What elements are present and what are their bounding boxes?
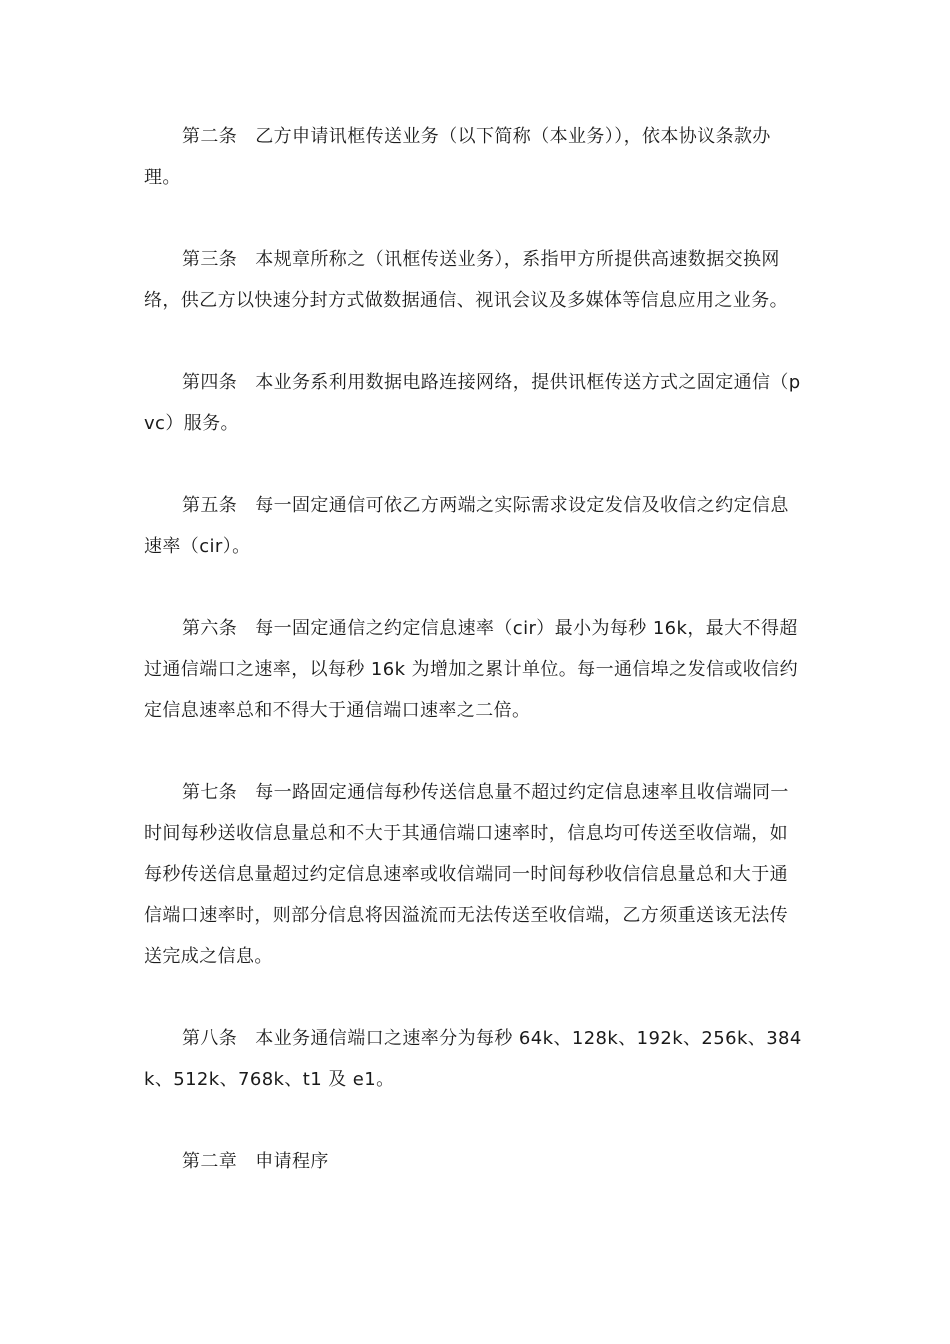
document-body [144,116,806,1182]
article-8 [144,1018,806,1100]
article-text: 乙方申请讯框传送业务（以下简称（本业务）），依本协议条款办理。 [144,126,771,188]
chapter-heading [144,1141,806,1182]
article-text: 本业务通信端口之速率分为每秒 64k、128k、192k、256k、384k、512k、768k、t1 及 e1。 [144,1028,802,1090]
article-number: 第二条 [182,126,238,147]
article-number: 第三条 [182,249,238,270]
article-number: 第六条 [182,618,238,639]
article-text: 本规章所称之（讯框传送业务），系指甲方所提供高速数据交换网络，供乙方以快速分封方式做数据通信、视讯会议及多媒体等信息应用之业务。 [144,249,788,311]
article-text: 每一路固定通信每秒传送信息量不超过约定信息速率且收信端同一时间每秒送收信息量总和不大于其通信端口速率时，信息均可传送至收信端，如每秒传送信息量超过约定信息速率或收信端同一时间每秒收信信息量总和大于通信端口速率时，则部分信息将因溢流而无法传送至收信端，乙方须重送该无法传送完成之信息。 [144,782,789,967]
article-7 [144,772,806,977]
article-4 [144,362,806,444]
article-number: 第八条 [182,1028,238,1049]
article-5 [144,485,806,567]
article-number: 第七条 [182,782,238,803]
chapter-number: 第二章 [182,1151,238,1172]
article-2 [144,116,806,198]
article-3 [144,239,806,321]
article-number: 第四条 [182,372,238,393]
article-text: 每一固定通信之约定信息速率（cir）最小为每秒 16k，最大不得超过通信端口之速率，以每秒 16k 为增加之累计单位。每一通信埠之发信或收信约定信息速率总和不得大于通信端口速率之二倍。 [144,618,798,721]
chapter-title: 申请程序 [255,1151,329,1172]
article-text: 每一固定通信可依乙方两端之实际需求设定发信及收信之约定信息速率（cir）。 [144,495,789,557]
article-text: 本业务系利用数据电路连接网络，提供讯框传送方式之固定通信（pvc）服务。 [144,372,801,434]
article-number: 第五条 [182,495,238,516]
article-6 [144,608,806,731]
